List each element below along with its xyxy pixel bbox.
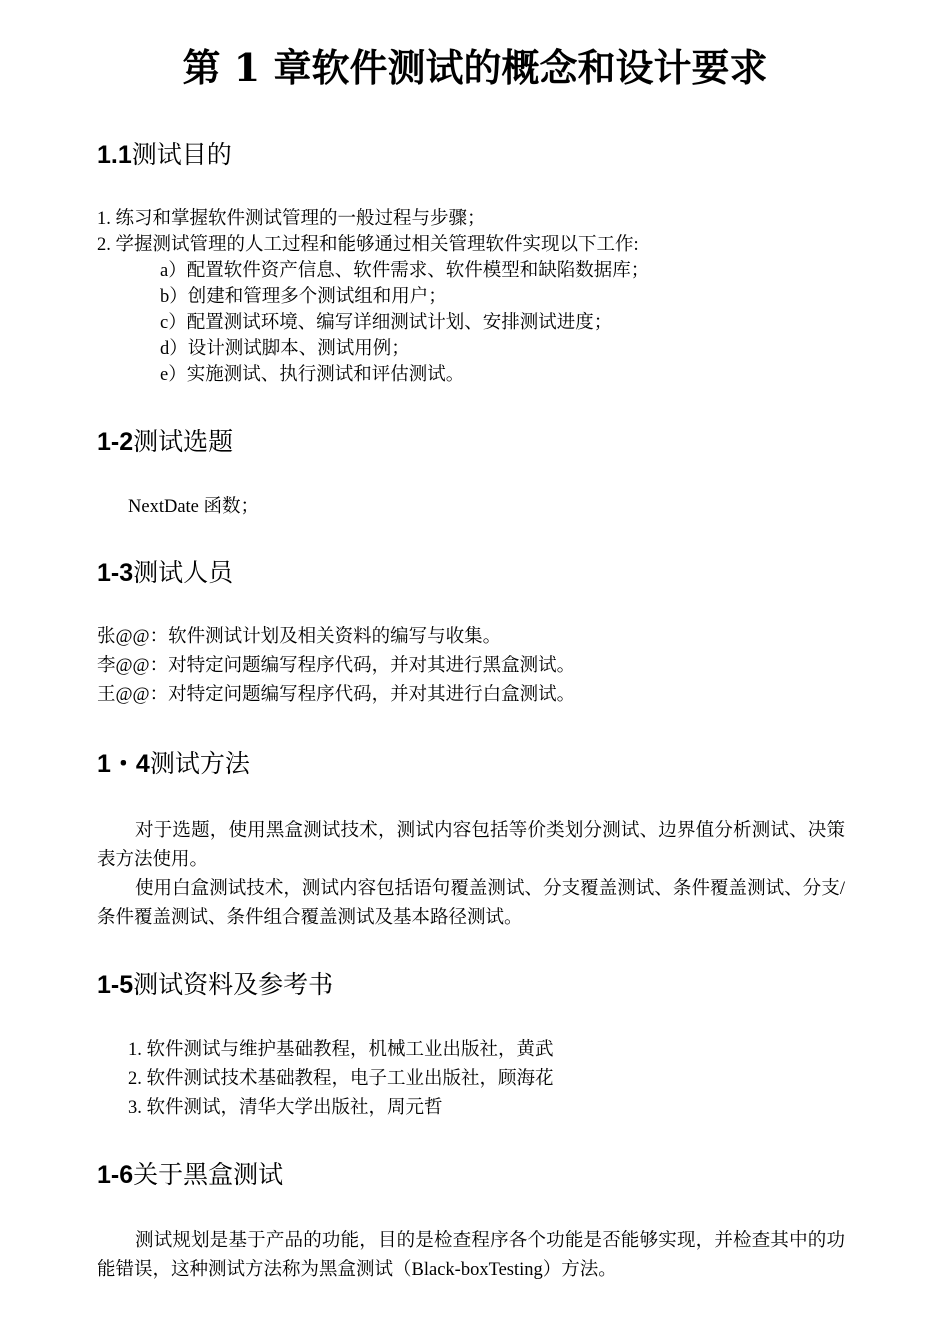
list-item: 1. 练习和掌握软件测试管理的一般过程与步骤； — [97, 209, 486, 229]
reference-item: 1. 软件测试与维护基础教程，机械工业出版社，黄武 — [128, 1040, 554, 1060]
sub-list-item: e）实施测试、执行测试和评估测试。 — [160, 365, 465, 385]
member-line: 张@@：软件测试计划及相关资料的编写与收集。 — [97, 627, 502, 647]
method-paragraph: 使用白盒测试技术，测试内容包括语句覆盖测试、分支覆盖测试、条件覆盖测试、分支/条件覆盖测试、条件组合覆盖测试及基本路径测试。 — [97, 879, 845, 928]
sub-list-item: b）创建和管理多个测试组和用户； — [160, 287, 447, 307]
section-heading-1-1 — [97, 138, 232, 172]
list-item: 2. 学握测试管理的人工过程和能够通过相关管理软件实现以下工作: — [97, 235, 639, 255]
section-title: 关于黑盒测试 — [133, 1161, 284, 1189]
section-number: 1・4 — [97, 750, 150, 778]
section-number: 1-5 — [97, 971, 134, 999]
section-heading-1-6 — [97, 1158, 283, 1192]
section-number: 1.1 — [97, 141, 132, 169]
chapter-title: 第 1 章软件测试的概念和设计要求 — [182, 45, 768, 90]
reference-item: 2. 软件测试技术基础教程，电子工业出版社，顾海花 — [128, 1069, 554, 1089]
topic-text: NextDate 函数； — [128, 497, 260, 517]
section-number: 1-2 — [97, 428, 134, 456]
section-heading-1-5 — [97, 968, 333, 1002]
reference-item: 3. 软件测试，清华大学出版社，周元哲 — [128, 1098, 443, 1118]
sub-list-item: c）配置测试环境、编写详细测试计划、安排测试进度； — [160, 313, 613, 333]
member-line: 李@@：对特定问题编写程序代码，并对其进行黑盒测试。 — [97, 656, 576, 676]
blackbox-paragraph: 测试规划是基于产品的功能，目的是检查程序各个功能是否能够实现，并检查其中的功能错误，这种测试方法称为黑盒测试（Black-boxTesting）方法。 — [97, 1231, 845, 1280]
section-heading-1-4 — [97, 747, 250, 781]
section-heading-1-3 — [97, 556, 233, 590]
method-paragraph: 对于选题，使用黑盒测试技术，测试内容包括等价类划分测试、边界值分析测试、决策表方法使用。 — [97, 821, 845, 870]
section-number: 1-3 — [97, 559, 134, 587]
section-heading-1-2 — [97, 425, 233, 459]
section-title: 测试目的 — [131, 141, 232, 169]
section-title: 测试人员 — [133, 559, 234, 587]
section-number: 1-6 — [97, 1161, 134, 1189]
sub-list-item: a）配置软件资产信息、软件需求、软件模型和缺陷数据库； — [160, 261, 650, 281]
section-title: 测试选题 — [133, 428, 234, 456]
member-line: 王@@：对特定问题编写程序代码，并对其进行白盒测试。 — [97, 685, 576, 705]
section-title: 测试方法 — [149, 750, 250, 778]
section-title: 测试资料及参考书 — [133, 971, 334, 999]
sub-list-item: d）设计测试脚本、测试用例； — [160, 339, 410, 359]
